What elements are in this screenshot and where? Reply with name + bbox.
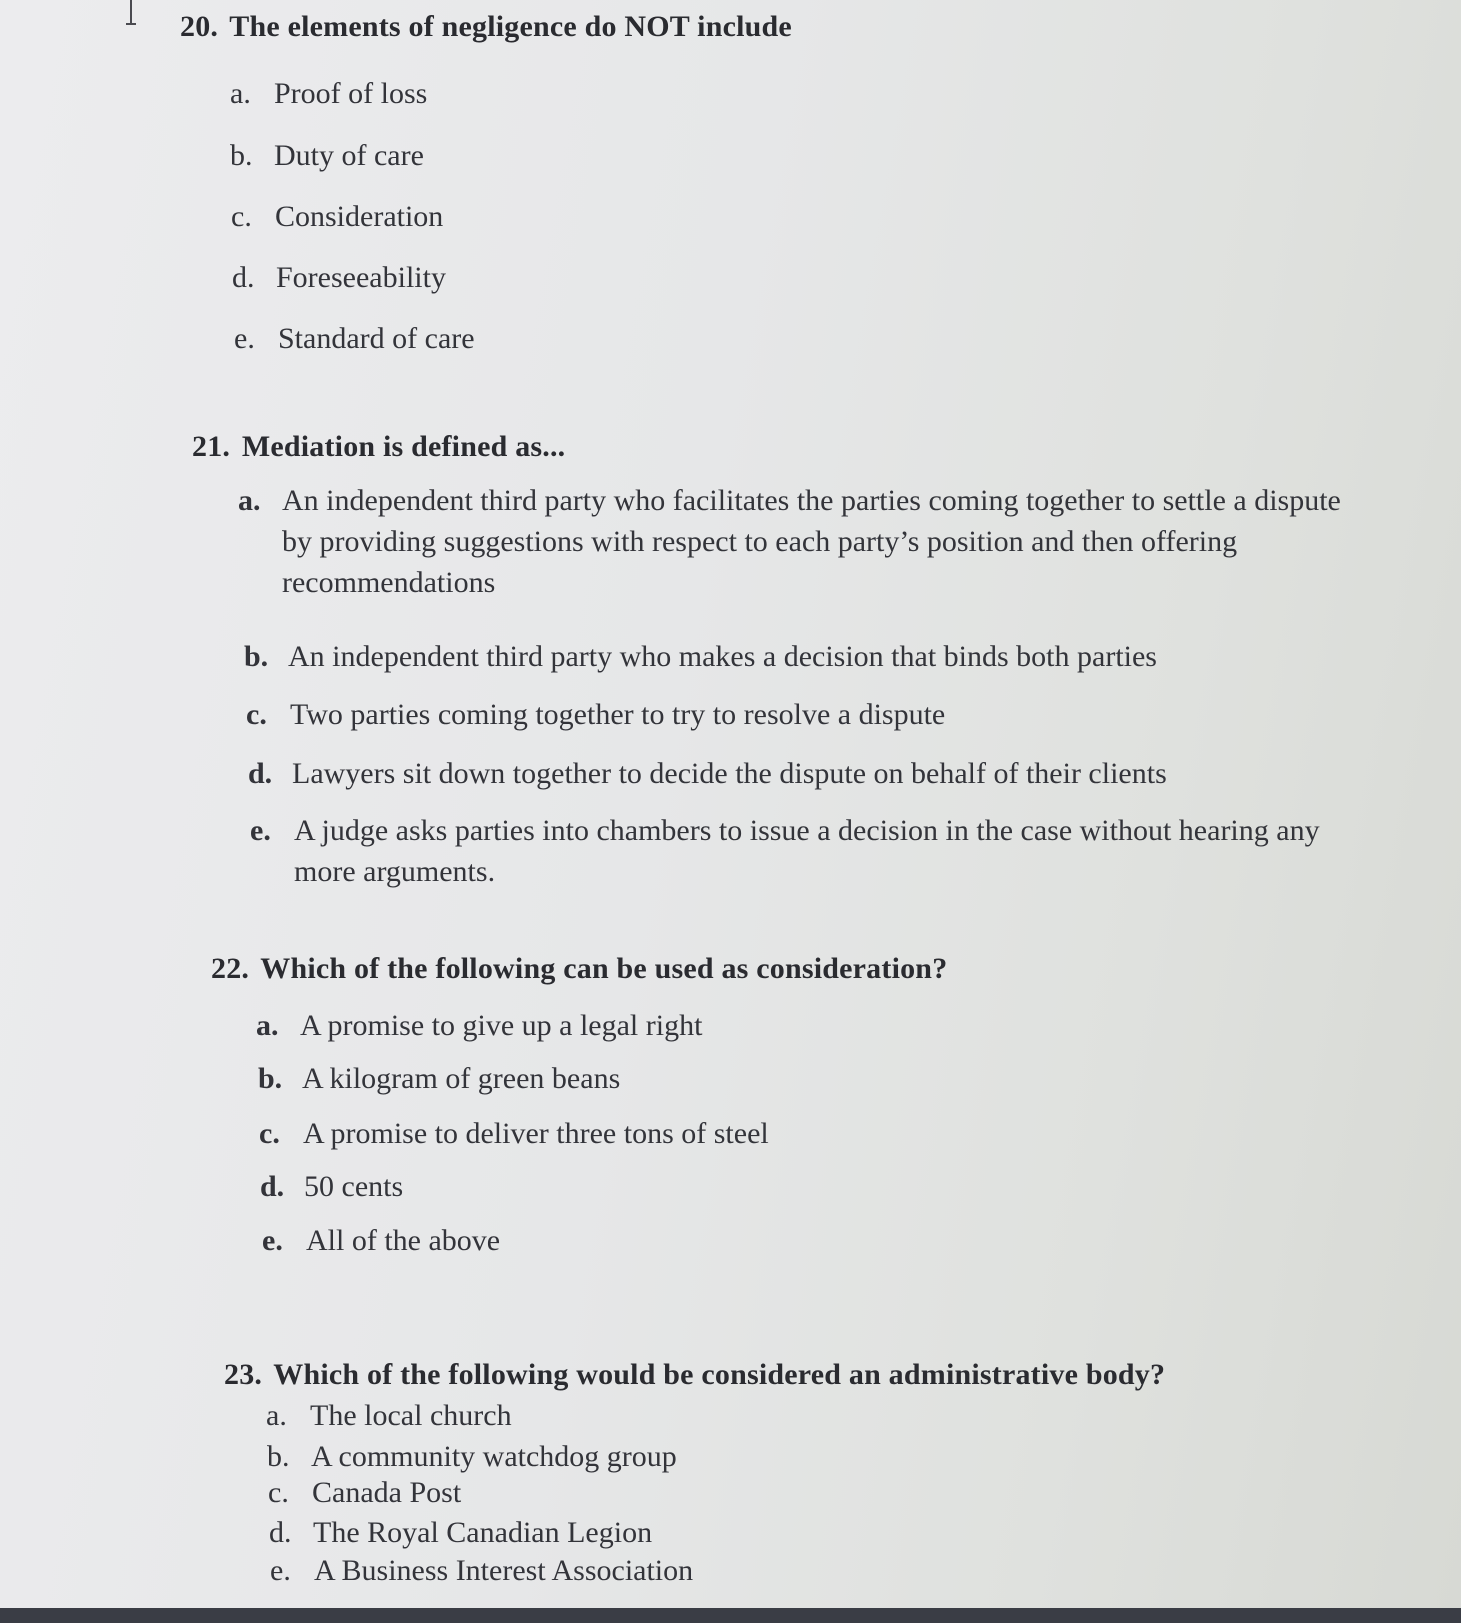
- option-text: [282, 480, 1341, 603]
- option-text: Consideration: [275, 200, 444, 233]
- option-text: Lawyers sit down together to decide the dispute on behalf of their clients: [292, 757, 1167, 790]
- option-text: Foreseeability: [276, 261, 446, 294]
- question-title: [224, 1358, 1444, 1392]
- option-text: Proof of loss: [274, 77, 428, 110]
- option-text-line: by providing suggestions with respect to each party’s position and then offering: [282, 525, 1238, 558]
- question-21: [192, 430, 1412, 464]
- option-text-line: more arguments.: [294, 855, 496, 888]
- option-letter: b.: [267, 1440, 290, 1473]
- option-text: [294, 810, 1320, 892]
- question-number: 23.: [224, 1358, 263, 1391]
- question-number: 20.: [180, 10, 219, 43]
- option-letter: e.: [262, 1224, 283, 1257]
- option-text: Two parties coming together to try to resolve a dispute: [290, 698, 946, 731]
- option-letter: e.: [234, 322, 255, 355]
- option-text-line: recommendations: [282, 566, 496, 599]
- question-prompt: The elements of negligence do NOT include: [229, 10, 792, 43]
- question-title: [211, 952, 1431, 986]
- option-letter: b.: [244, 640, 269, 673]
- option-text: A promise to deliver three tons of steel: [303, 1117, 769, 1150]
- option-text: The local church: [310, 1399, 512, 1432]
- option-text-line: A judge asks parties into chambers to issue a decision in the case without hearing any: [294, 814, 1320, 847]
- question-number: 21.: [192, 430, 231, 463]
- question-23: [224, 1358, 1444, 1392]
- option-text: Duty of care: [274, 139, 424, 172]
- option-letter: c.: [246, 698, 267, 731]
- question-title: [192, 430, 1412, 464]
- question-prompt: Which of the following can be used as consideration?: [260, 952, 948, 985]
- option-text: Standard of care: [278, 322, 475, 355]
- option-text-line: An independent third party who facilitates the parties coming together to settle a dispute: [282, 484, 1341, 517]
- text-cursor-icon: [124, 0, 138, 30]
- screen-bottom-edge: [0, 1608, 1461, 1623]
- option-letter: c.: [259, 1117, 280, 1150]
- option-text: All of the above: [306, 1224, 501, 1257]
- option-letter: e.: [270, 1554, 291, 1587]
- option-letter: a.: [256, 1009, 279, 1042]
- option-letter: e.: [250, 814, 271, 847]
- option-letter: c.: [268, 1476, 289, 1509]
- option-text: Canada Post: [312, 1476, 462, 1509]
- option-text: A promise to give up a legal right: [300, 1009, 703, 1042]
- option-letter: d.: [269, 1516, 292, 1549]
- question-number: 22.: [211, 952, 250, 985]
- option-text: A kilogram of green beans: [302, 1062, 621, 1095]
- option-letter: a.: [238, 484, 261, 517]
- option-letter: d.: [232, 261, 255, 294]
- question-20: [180, 10, 1400, 44]
- question-prompt: Mediation is defined as...: [241, 430, 566, 463]
- question-prompt: Which of the following would be considered an administrative body?: [273, 1358, 1166, 1391]
- option-letter: a.: [266, 1399, 287, 1432]
- option-text: The Royal Canadian Legion: [313, 1516, 653, 1549]
- option-letter: d.: [260, 1170, 285, 1203]
- option-text: 50 cents: [304, 1170, 404, 1203]
- option-letter: b.: [230, 139, 253, 172]
- option-text: A Business Interest Association: [314, 1554, 694, 1587]
- option-letter: c.: [231, 200, 252, 233]
- option-letter: b.: [258, 1062, 283, 1095]
- option-text: An independent third party who makes a decision that binds both parties: [288, 640, 1157, 673]
- option-letter: a.: [230, 77, 251, 110]
- option-text: A community watchdog group: [311, 1440, 677, 1473]
- question-title: [180, 10, 1400, 44]
- question-22: [211, 952, 1431, 986]
- option-letter: d.: [248, 757, 273, 790]
